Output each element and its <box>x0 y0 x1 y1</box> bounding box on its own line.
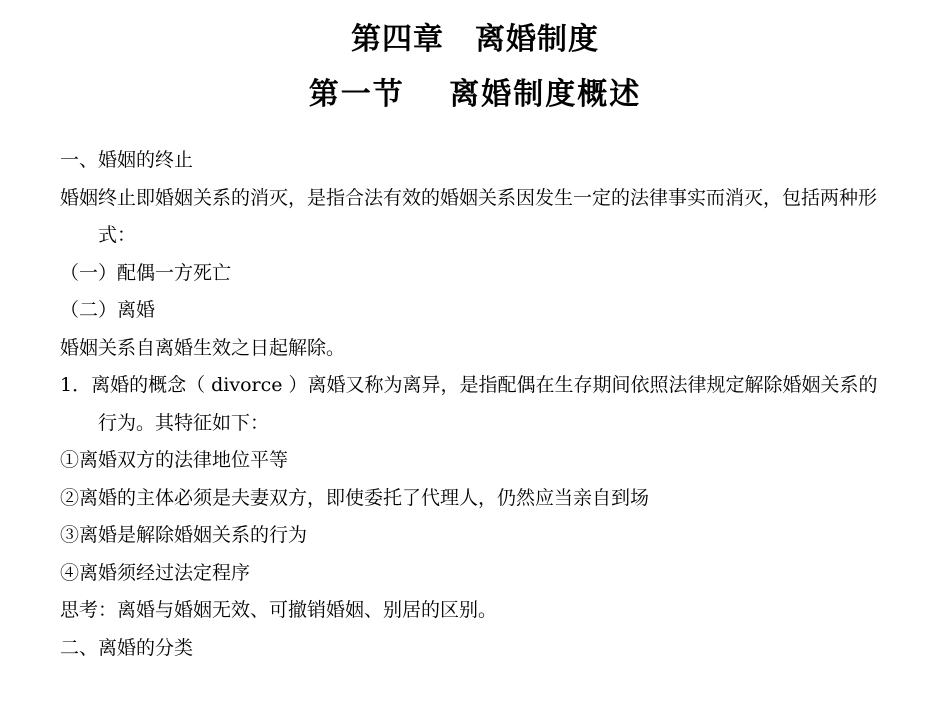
paragraph-divorce-concept: 1．离婚的概念（ divorce ）离婚又称为离异，是指配偶在生存期间依照法律规定解除婚姻关系的行为。其特征如下： <box>60 374 878 434</box>
list-item-divorce: （二）离婚 <box>60 299 156 321</box>
paragraph-divorce-effective: 婚姻关系自离婚生效之日起解除。 <box>60 336 346 359</box>
heading-divorce-classification: 二、离婚的分类 <box>60 636 194 659</box>
feature-item-2: ②离婚的主体必须是夫妻双方，即使委托了代理人，仍然应当亲自到场 <box>60 486 650 509</box>
feature-item-1: ①离婚双方的法律地位平等 <box>60 449 289 471</box>
heading-marriage-termination: 一、婚姻的终止 <box>60 149 194 171</box>
body-text <box>60 142 890 667</box>
feature-item-3: ③离婚是解除婚姻关系的行为 <box>60 524 308 546</box>
paragraph-termination-definition: 婚姻终止即婚姻关系的消灭，是指合法有效的婚姻关系因发生一定的法律事实而消灭，包括两种形式： <box>60 186 878 246</box>
list-item-spouse-death: （一）配偶一方死亡 <box>60 261 232 284</box>
paragraph-reflection: 思考：离婚与婚姻无效、可撤销婚姻、别居的区别。 <box>60 599 498 621</box>
chapter-title: 第四章 离婚制度 <box>351 22 599 57</box>
feature-item-4: ④离婚须经过法定程序 <box>60 561 251 584</box>
section-title: 第一节 离婚制度概述 <box>308 77 642 112</box>
